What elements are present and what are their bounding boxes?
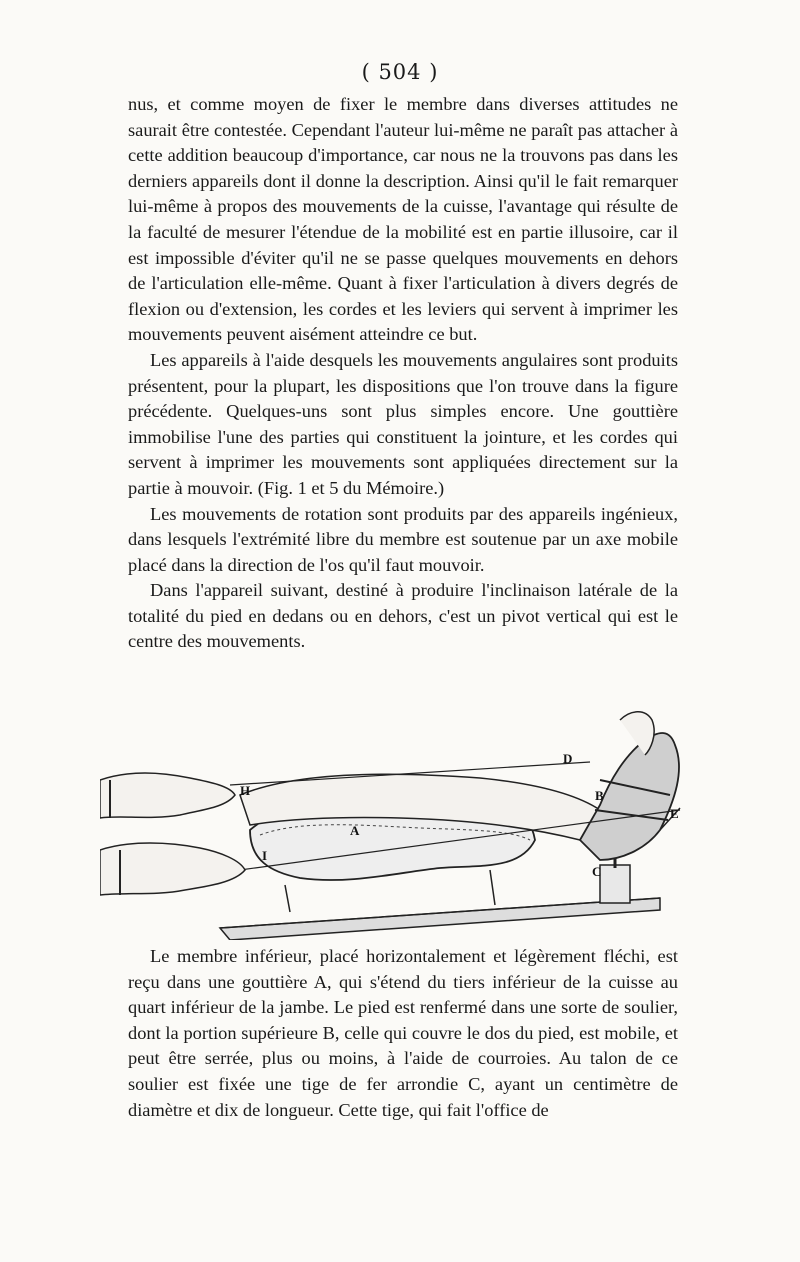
body-text-bottom	[128, 944, 678, 1123]
lower-hand	[100, 843, 245, 895]
base-board	[220, 898, 660, 940]
paragraph: Les mouvements de rotation sont produits par des appareils ingénieux, dans lesquels l'extrémité libre du membre est soutenue par un axe mobile placé dans la direction de l'os qu'il faut mouvoir.	[128, 503, 678, 575]
figure-label-d: D	[563, 751, 573, 766]
body-text-top	[128, 92, 678, 655]
apparatus-illustration	[100, 700, 690, 940]
apparatus-drawing	[100, 700, 690, 940]
paragraph: Le membre inférieur, placé horizontalement et légèrement fléchi, est reçu dans une gouttière A, qui s'étend du tiers inférieur de la cuisse au quart inférieur de la jambe. Le pied est renfermé dans une sorte de soulier, dont la portion supérieure B, celle qui couvre le dos du pied, est mobile, et peut être serrée, plus ou moins, à l'aide de courroies. Au talon de ce soulier est fixée une tige de fer arrondie C, ayant un centimètre de diamètre et dix de longueur. Cette tige, qui fait l'office de	[128, 946, 678, 1120]
upper-hand	[100, 773, 235, 818]
figure-label-i: I	[262, 848, 268, 863]
figure-label-h: H	[240, 783, 251, 798]
figure-label-c: C	[592, 864, 602, 879]
figure-label-b: B	[595, 788, 604, 803]
paragraph: nus, et comme moyen de fixer le membre dans diverses attitudes ne saurait être contestée. Cependant l'auteur lui-même ne paraît pas attacher à cette addition beaucoup d'importance, car nous ne la trouvons pas dans les derniers appareils dont il donne la description. Ainsi qu'il le fait remarquer lui-même à propos des mouvements de la cuisse, l'avantage qui résulte de la faculté de mesurer l'étendue de la mobilité est en partie illusoire, car il est impossible d'éviter qu'il ne se passe quelques mouvements en dehors de l'articulation elle-même. Quant à fixer l'articulation à divers degrés de flexion ou d'extension, les cordes et les leviers qui servent à imprimer les mouvements peuvent aisément atteindre ce but.	[128, 94, 678, 345]
figure-label-a: A	[350, 823, 360, 838]
paragraph: Les appareils à l'aide desquels les mouvements angulaires sont produits présentent, pour la plupart, les dispositions que l'on trouve dans la figure précédente. Quelques-uns sont plus simples encore. Une gouttière immobilise l'une des parties qui constituent la jointure, et les cordes qui servent à imprimer les mouvements sont appliquées directement sur la partie à mouvoir. (Fig. 1 et 5 du Mémoire.)	[128, 349, 678, 498]
figure-label-e: E	[670, 806, 679, 821]
pivot-stand	[600, 865, 630, 903]
paragraph: Dans l'appareil suivant, destiné à produire l'inclinaison latérale de la totalité du pied en dedans ou en dehors, c'est un pivot vertical qui est le centre des mouvements.	[128, 580, 678, 652]
page-number: ( 504 )	[361, 60, 439, 84]
